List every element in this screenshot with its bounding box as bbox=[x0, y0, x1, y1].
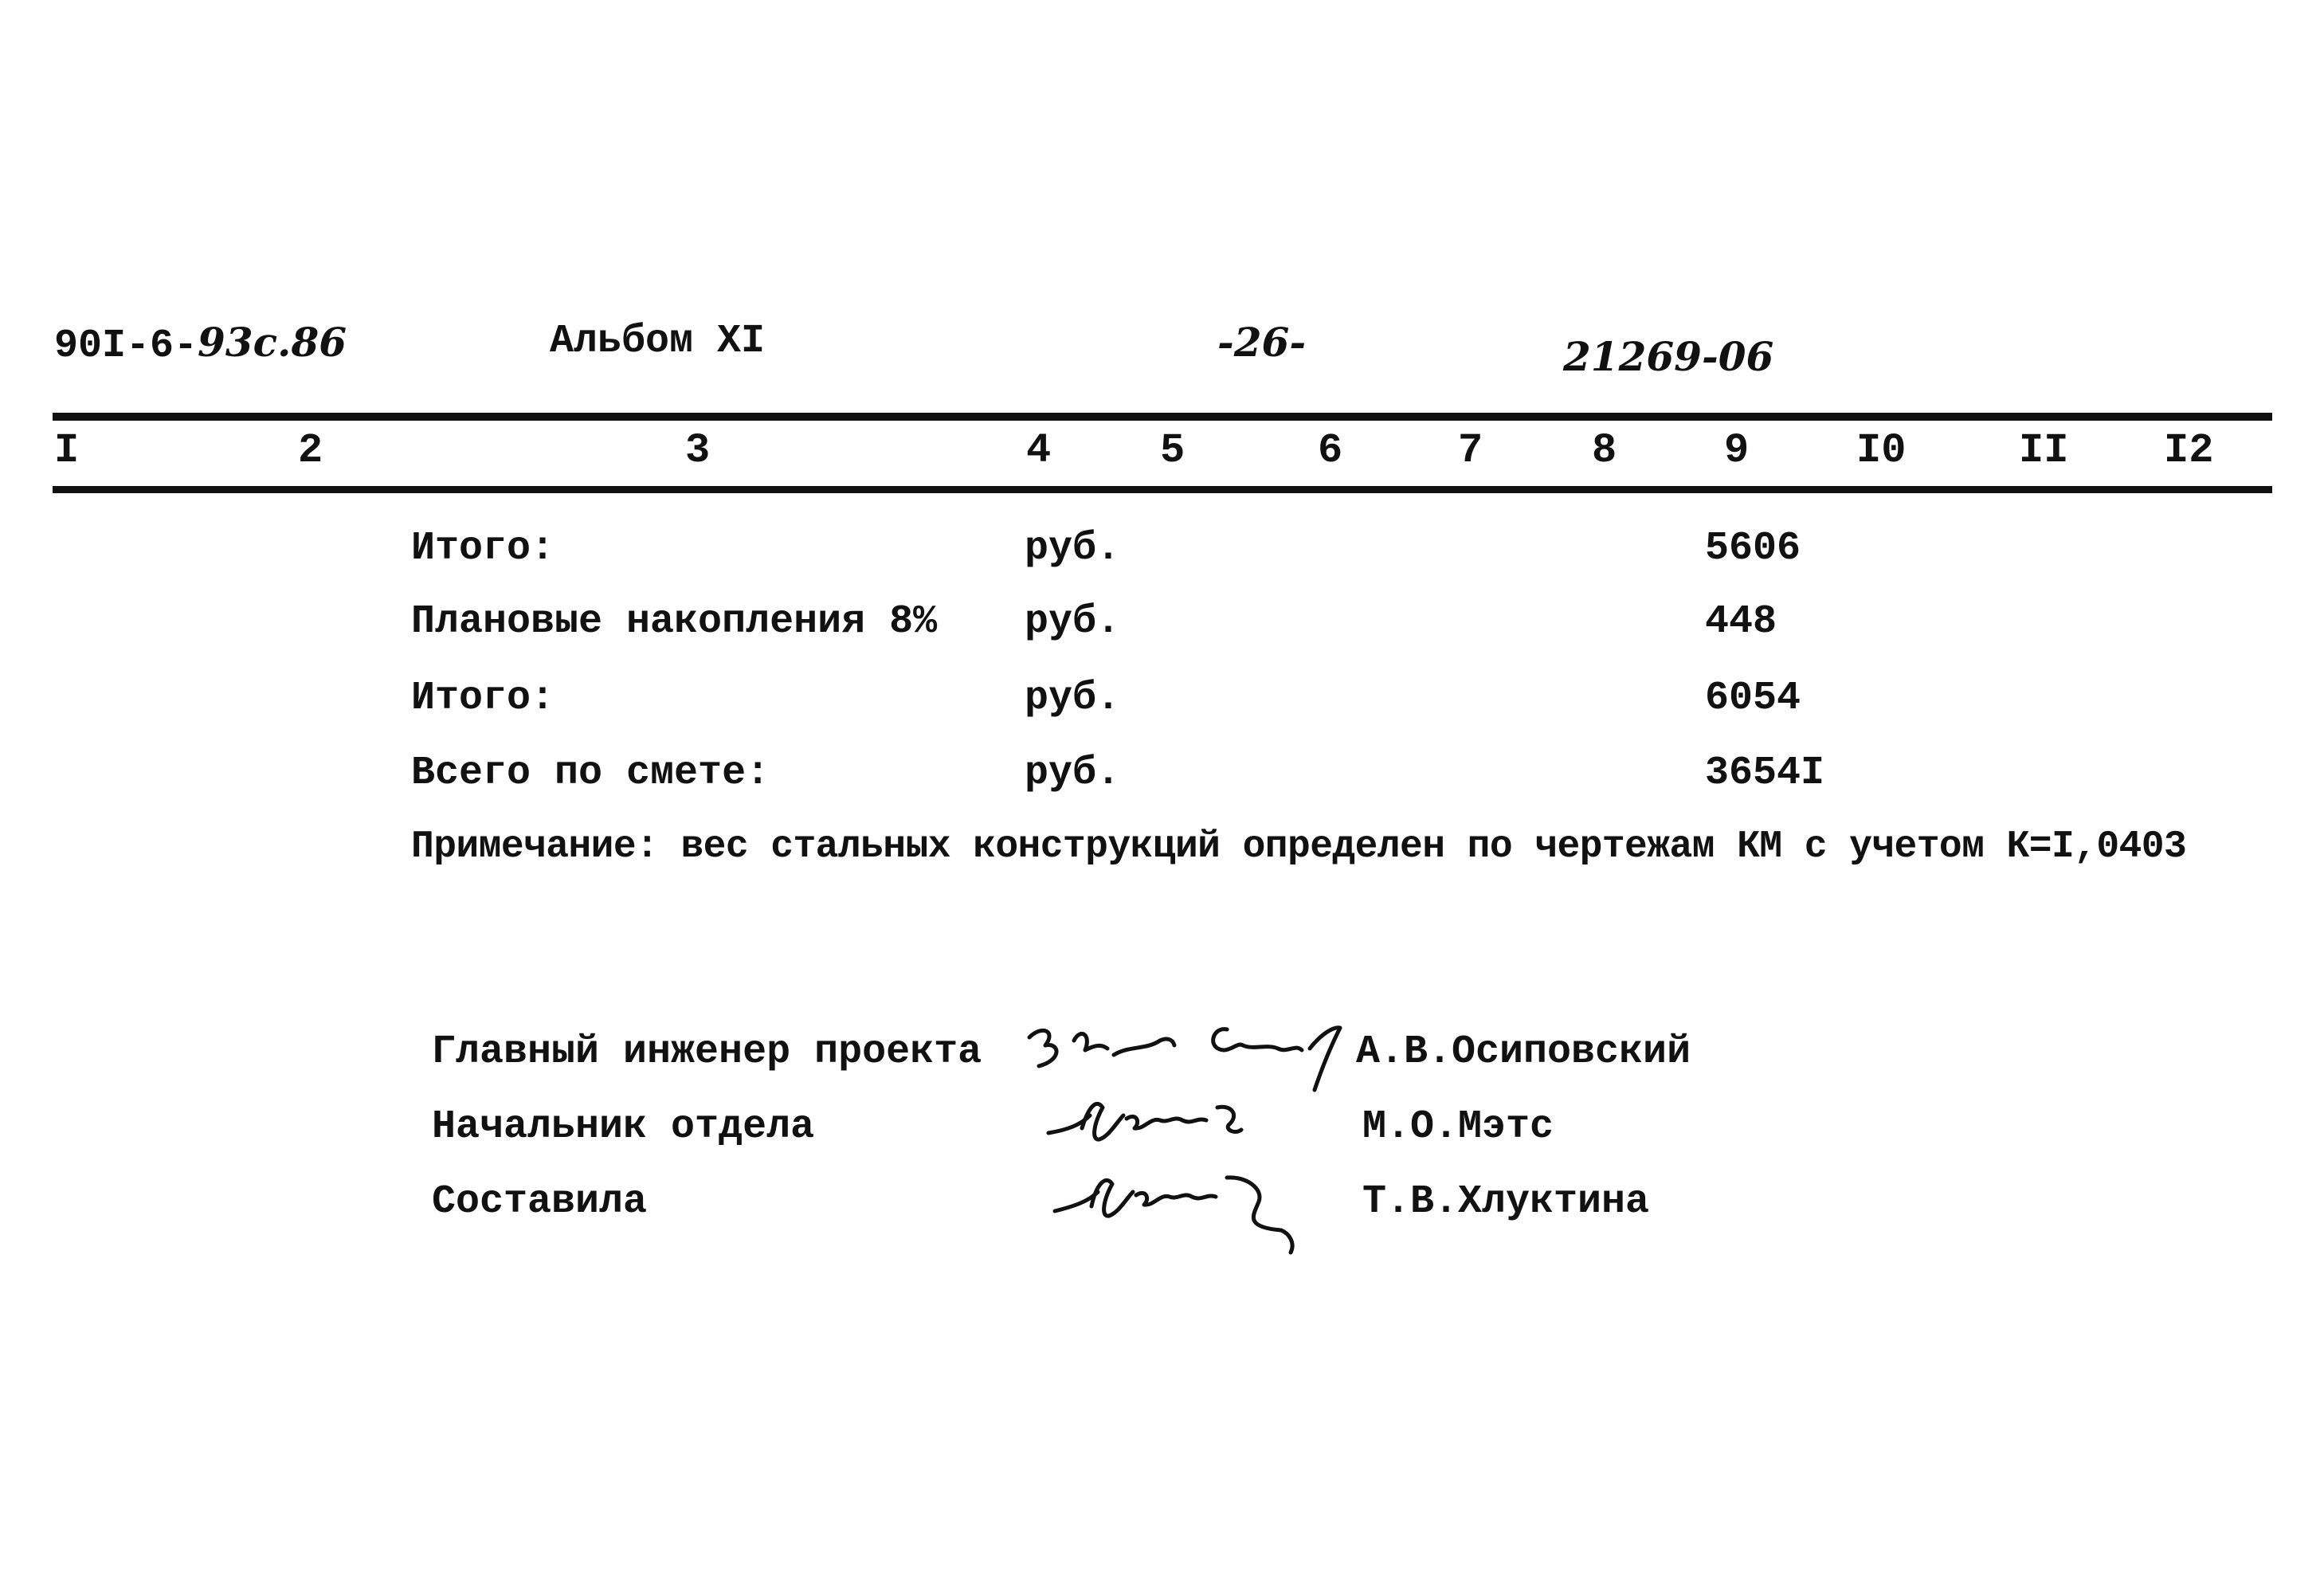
estimate-note: Примечание: вес стальных конструкций определен по чертежам КМ с учетом К=I,0403 bbox=[411, 825, 2187, 868]
signature-role-department-head: Начальник отдела bbox=[432, 1104, 815, 1150]
row-3-value: 6054 bbox=[1705, 676, 1801, 721]
row-4-unit: руб. bbox=[1025, 751, 1121, 796]
column-number-8: 8 bbox=[1592, 427, 1617, 474]
column-number-10: I0 bbox=[1856, 427, 1907, 474]
row-3-unit: руб. bbox=[1025, 676, 1121, 721]
column-number-1: I bbox=[54, 427, 80, 474]
row-3-label: Итого: bbox=[411, 676, 555, 721]
inventory-number: 21269-06 bbox=[1563, 333, 1774, 380]
row-4-label: Всего по смете: bbox=[411, 751, 770, 796]
signature-role-chief-engineer: Главный инженер проекта bbox=[432, 1029, 982, 1075]
document-code-handwritten: 93с.86 bbox=[198, 319, 347, 366]
column-number-7: 7 bbox=[1458, 427, 1483, 474]
column-number-6: 6 bbox=[1318, 427, 1343, 474]
row-1-value: 5606 bbox=[1705, 526, 1801, 571]
column-number-5: 5 bbox=[1160, 427, 1186, 474]
column-number-11: II bbox=[2019, 427, 2069, 474]
signature-role-compiler: Составила bbox=[432, 1179, 648, 1225]
signature-name-compiler: Т.В.Хлуктина bbox=[1362, 1179, 1650, 1225]
row-2-label: Плановые накопления 8% bbox=[411, 599, 938, 645]
row-2-unit: руб. bbox=[1025, 599, 1121, 645]
handwritten-signature-compiler bbox=[1050, 1154, 1329, 1257]
album-title: Альбом XI bbox=[550, 319, 766, 364]
column-number-2: 2 bbox=[298, 427, 323, 474]
document-code bbox=[54, 319, 347, 369]
signature-name-chief-engineer: А.В.Осиповский bbox=[1356, 1029, 1691, 1075]
column-number-4: 4 bbox=[1026, 427, 1052, 474]
row-2-value: 448 bbox=[1705, 599, 1777, 645]
table-top-rule bbox=[53, 413, 2272, 421]
table-header-bottom-rule bbox=[53, 486, 2272, 493]
signature-name-department-head: М.О.Мэтс bbox=[1362, 1104, 1554, 1150]
row-4-value: 3654I bbox=[1705, 751, 1825, 796]
column-number-3: 3 bbox=[685, 427, 711, 474]
row-1-unit: руб. bbox=[1025, 526, 1121, 571]
column-number-12: I2 bbox=[2164, 427, 2214, 474]
document-code-printed: 90I-6- bbox=[54, 323, 198, 369]
column-number-9: 9 bbox=[1724, 427, 1750, 474]
page-number: -26- bbox=[1217, 319, 1307, 366]
row-1-label: Итого: bbox=[411, 526, 555, 571]
